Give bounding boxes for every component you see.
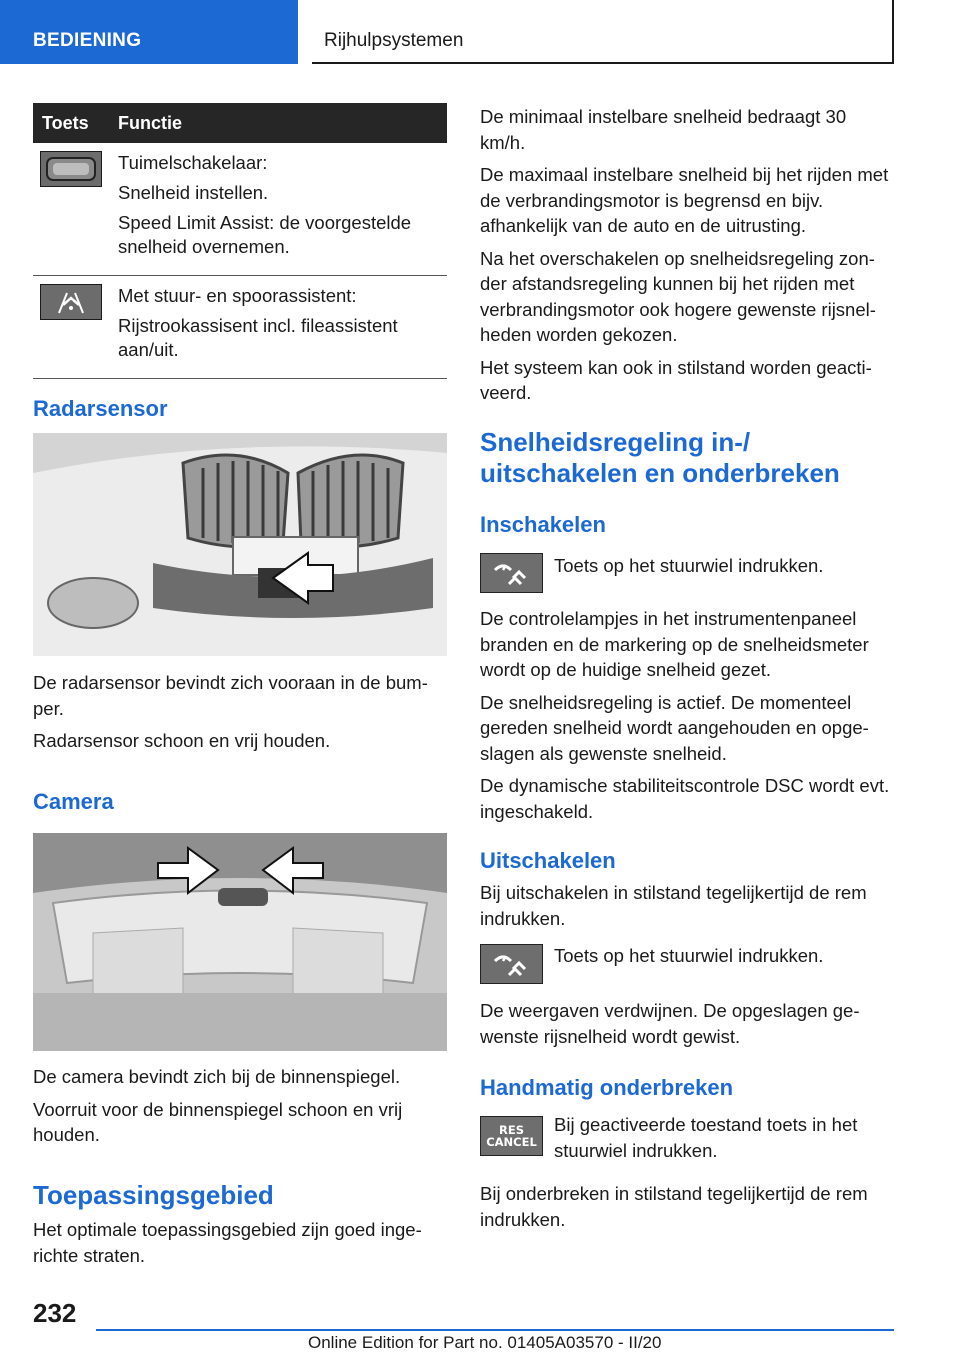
paragraph: Voorruit voor de binnenspiegel schoon en vrij houden. [33,1098,403,1145]
cruise-control-button-icon [480,553,543,593]
radar-sensor-image [33,433,447,656]
cruise-control-button-icon [480,944,543,984]
table-header-key: Toets [33,103,118,143]
paragraph: Het systeem kan ook in stilstand worden geactiveerd. [480,356,872,403]
camera-text [33,1064,447,1155]
table-row [33,276,447,379]
res-cancel-button-icon [480,1116,543,1156]
page-number: 232 [33,1298,77,1328]
switch-on-heading: Inschakelen [480,512,606,537]
switch-off-heading: Uitschakelen [480,848,616,873]
paragraph: De weergaven verdwijnen. De opgeslagen gewenste rijsnelheid wordt gewist. [480,1000,860,1047]
section-title: BEDIENING [33,30,142,51]
chapter-title: Rijhulpsystemen [324,30,464,51]
paragraph: Het optimale toepassingsgebied zijn goed ingerichte straten. [33,1219,422,1266]
switch-off-instruction: Toets op het stuurwiel indrukken. [554,945,824,966]
table-cell-text: Met stuur- en spoorassistent: [118,285,357,306]
camera-image [33,833,447,1051]
rocker-switch-icon [40,151,102,187]
cruise-control-heading: Snelheidsregeling in-/ uitschakelen en onderbreken [480,427,840,488]
pause-text [480,1181,894,1239]
table-row [33,143,447,276]
paragraph: De minimaal instelbare snelheid bedraagt 30 km/h. [480,106,847,153]
paragraph: Radarsensor schoon en vrij houden. [33,730,331,751]
table-cell-text: Tuimelschakelaar: [118,152,268,173]
paragraph: De snelheidsregeling is actief. De momenteel gereden snelheid wordt aangehouden en opgeslagen als gewenste snelheid. [480,691,869,764]
switch-off-result-text [480,998,894,1056]
paragraph: De radarsensor bevindt zich vooraan in de bumper. [33,672,428,719]
footer-divider [96,1329,894,1331]
camera-heading: Camera [33,789,114,814]
table-header-function: Functie [118,103,447,143]
radar-heading: Radarsensor [33,396,168,421]
switch-on-instruction: Toets op het stuurwiel indrukken. [554,555,824,576]
paragraph: De camera bevindt zich bij de binnenspiegel. [33,1066,401,1087]
paragraph: De maximaal instelbare snelheid bij het rijden met de verbrandingsmotor is begrensd en bijv. afhankelijk van de auto en de uitrusting. [480,164,889,236]
edition-footer: Online Edition for Part no. 01405A03570 - II/20 [308,1333,662,1352]
key-function-table [33,103,447,379]
cancel-label: CANCEL [486,1135,537,1149]
section-tab [0,0,298,64]
res-label: RES [499,1123,524,1137]
table-cell-text: Snelheid instellen. [118,182,269,203]
switch-off-text [480,880,894,938]
radar-text [33,670,447,761]
paragraph: Bij uitschakelen in stilstand tegelijkertijd de rem indrukken. [480,882,867,929]
table-cell-text: Rijstrookassisent incl. fileassistent aan/uit. [118,315,398,360]
pause-instruction: Bij geactiveerde toestand toets in het stuurwiel indrukken. [554,1114,858,1161]
lane-assistant-icon [40,284,102,320]
switch-on-text [480,606,894,831]
speed-limits-text [480,104,894,413]
scope-heading: Toepassingsgebied [33,1180,274,1210]
scope-text [33,1217,447,1275]
paragraph: Na het overschakelen op snelheidsregeling zonder afstandsregeling kunnen bij het rijden met verbrandingsmotor ook hogere gewenste rijsnelheden worden gekozen. [480,247,876,345]
paragraph: Bij onderbreken in stilstand tegelijkertijd de rem indrukken. [480,1183,868,1230]
pause-heading: Handmatig onderbreken [480,1075,734,1100]
paragraph: De controlelampjes in het instrumentenpaneel branden en de markering op de snelheidsmeter wordt op de huidige snelheid gezet. [480,608,869,680]
paragraph: De dynamische stabiliteitscontrole DSC wordt evt. ingeschakeld. [480,775,890,822]
table-cell-text: Speed Limit Assist: de voorgestelde snelheid overnemen. [118,212,412,257]
chapter-header [312,0,894,64]
